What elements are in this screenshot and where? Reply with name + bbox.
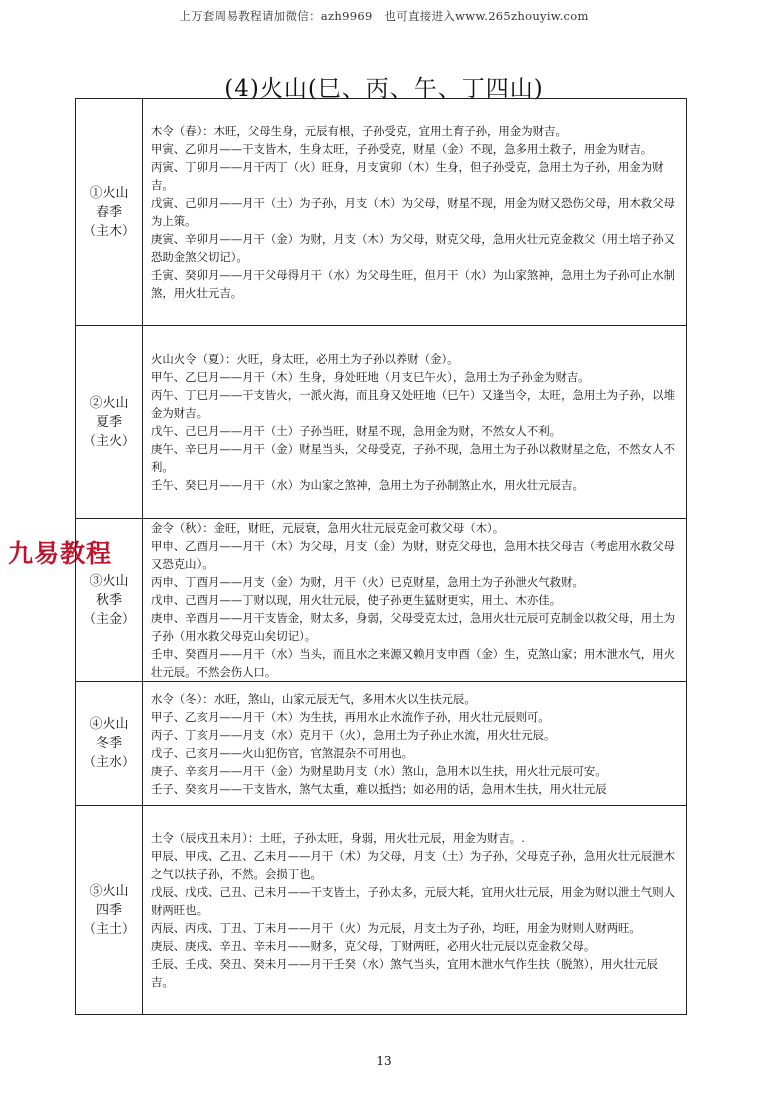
- content-line: 壬午、癸巳月——月干（水）为山家之煞神，急用土为子孙制煞止水，用火壮元辰吉。: [151, 478, 584, 492]
- row-content: [143, 326, 687, 519]
- page-title: (4)火山(巳、丙、午、丁四山): [224, 76, 544, 102]
- content-line: 丙午、丁巳月——干支皆火，一派火海，而且身又处旺地（巳午）又逢当令，太旺，急用土为子孙，以堆金为财吉。: [151, 388, 675, 420]
- row-content: [143, 99, 687, 326]
- label-line: 夏季: [95, 414, 122, 430]
- label-line: （主土）: [82, 921, 135, 937]
- label-line: 冬季: [95, 736, 122, 751]
- label-line: （主金）: [82, 611, 135, 627]
- content-line: 戊子、己亥月——火山犯伤官，官煞混杂不可用也。: [151, 745, 413, 760]
- table-row: [76, 99, 687, 326]
- row-content: [143, 682, 687, 806]
- content-line: 木令（春）：木旺，父母生身，元辰有根，子孙受克，宜用土育子孙，用金为财吉。: [151, 124, 567, 138]
- content-line: 庚寅、辛卯月——月干（金）为财，月支（木）为父母，财克父母，急用火壮元克金救父（用土培子孙又恐助金煞父切记）。: [151, 232, 675, 264]
- watermark: 九易教程: [8, 539, 113, 568]
- content-line: 庚子、辛亥月——月干（金）为财星助月支（水）煞山，急用木以生扶，用火壮元辰可安。: [151, 763, 607, 778]
- table-row: [76, 326, 687, 519]
- content-line: 甲辰、甲戌、乙丑、乙未月——月干（术）为父母，月支（土）为子孙，父母克子孙，急用火壮元辰泄木之气以扶子孙，不然。会损丁也。: [151, 849, 675, 881]
- content-line: 戊申、己酉月——丁财以现，用火壮元辰，使子孙更生猛财更实，用土、木亦佳。: [151, 593, 562, 607]
- label-line: ⑤火山: [89, 883, 129, 899]
- content-line: 丙申、丁酉月——月支（金）为财，月干（火）已克财星，急用土为子孙泄火气救财。: [151, 575, 584, 589]
- content-line: 戊辰、戊戌、己丑、己未月——干支皆土，子孙太多，元辰大耗，宜用火壮元辰，用金为财以泄土气则人财两旺也。: [151, 885, 675, 917]
- content-line: 庚午、辛巳月——月干（金）财星当头，父母受克，子孙不现，急用土为子孙以救财星之危，不然女人不利。: [151, 442, 675, 474]
- content-line: 壬辰、壬戌、癸丑、癸未月——月干壬癸（水）煞气当头，宜用木泄水气作生扶（脱煞），用火壮元辰吉。: [151, 957, 658, 989]
- label-line: ①火山: [89, 185, 129, 201]
- content-line: 戊寅、己卯月——月干（土）为子孙，月支（木）为父母，财星不现，用金为财又恐伤父母，用木救父母为上策。: [151, 196, 675, 228]
- label-line: （主水）: [82, 755, 135, 770]
- label-line: 四季: [95, 902, 122, 918]
- content-line: 水令（冬）：水旺，煞山，山家元辰无气，多用木火以生扶元辰。: [151, 691, 476, 706]
- label-line: ②火山: [89, 395, 129, 411]
- table-row: [76, 682, 687, 806]
- label-line: （主木）: [82, 223, 135, 239]
- table-row: [76, 806, 687, 1015]
- row-content: [143, 806, 687, 1015]
- content-line: 甲寅、乙卯月——干支皆木，生身太旺，子孙受克，财星（金）不现，急多用土救子，用金为财吉。: [151, 142, 653, 156]
- label-line: 秋季: [95, 592, 122, 608]
- label-line: ④火山: [89, 717, 129, 732]
- row-content: [143, 519, 687, 682]
- row-label: [76, 326, 143, 519]
- content-line: 庚辰、庚戌、辛丑、辛未月——财多，克父母，丁财两旺，必用火壮元辰以克金救父母。: [151, 939, 596, 953]
- row-label: [76, 519, 143, 682]
- content-line: 戊午、己巳月——月干（土）子孙当旺，财星不现，急用金为财，不然女人不利。: [151, 424, 562, 438]
- season-table: [75, 98, 687, 1015]
- content-line: 甲午、乙巳月——月干（木）生身，身处旺地（月支巳午火），急用土为子孙金为财吉。: [151, 370, 590, 384]
- page-number: 13: [376, 1054, 392, 1068]
- content-line: 甲子、乙亥月——月干（木）为生扶，再用水止水流作子孙，用火壮元辰则可。: [151, 709, 550, 724]
- page-header: 上万套周易教程请加微信：azh9969 也可直接进入www.265zhouyiw.com: [179, 9, 589, 23]
- row-label: [76, 806, 143, 1015]
- content-line: 壬申、癸酉月——月干（水）当头，而且水之来源又赖月支申酉（金）生，克煞山家；用木泄水气，用火壮元辰。不然会伤人口。: [151, 647, 675, 679]
- content-line: 壬寅、癸卯月——月干父母得月干（水）为父母生旺，但月干（水）为山家煞神，急用土为子孙可止水制煞，用火壮元吉。: [151, 268, 675, 300]
- row-label: [76, 682, 143, 806]
- label-line: ③火山: [89, 573, 129, 589]
- row-label: [76, 99, 143, 326]
- table-row: [76, 519, 687, 682]
- content-line: 金令（秋）：金旺，财旺，元辰衰，急用火壮元辰克金可救父母（木）。: [151, 521, 505, 535]
- content-line: 丙辰、丙戌、丁丑、丁未月——月干（火）为元辰，月支土为子孙，均旺，用金为财则人财两旺。: [151, 921, 641, 935]
- content-line: 庚申、辛酉月——月干支皆金，财太多，身弱，父母受克太过，急用火壮元辰可克制金以救父母，用土为子孙（用水救父母克山矣切记）。: [151, 611, 675, 643]
- label-line: （主火）: [82, 433, 135, 449]
- content-line: 丙寅、丁卯月——月干丙丁（火）旺身，月支寅卯（木）生身，但子孙受克，急用土为子孙，用金为财吉。: [151, 160, 664, 192]
- content-line: 甲申、乙酉月——月干（木）为父母，月支（金）为财，财克父母也，急用木扶父母吉（考虑用水救父母又恐克山）。: [151, 539, 675, 571]
- label-line: 春季: [95, 204, 122, 220]
- content-line: 壬子、癸亥月——干支皆水，煞气太重，难以抵挡；如必用的话，急用木生扶，用火壮元辰: [151, 781, 607, 796]
- content-line: 土令（辰戌丑未月）：土旺，子孙太旺，身弱，用火壮元辰，用金为财吉。.: [151, 831, 525, 845]
- content-line: 丙子、丁亥月——月支（水）克月干（火），急用土为子孙止水流，用火壮元辰。: [151, 727, 556, 742]
- content-line: 火山火令（夏）：火旺，身太旺，必用土为子孙以养财（金）。: [151, 352, 459, 366]
